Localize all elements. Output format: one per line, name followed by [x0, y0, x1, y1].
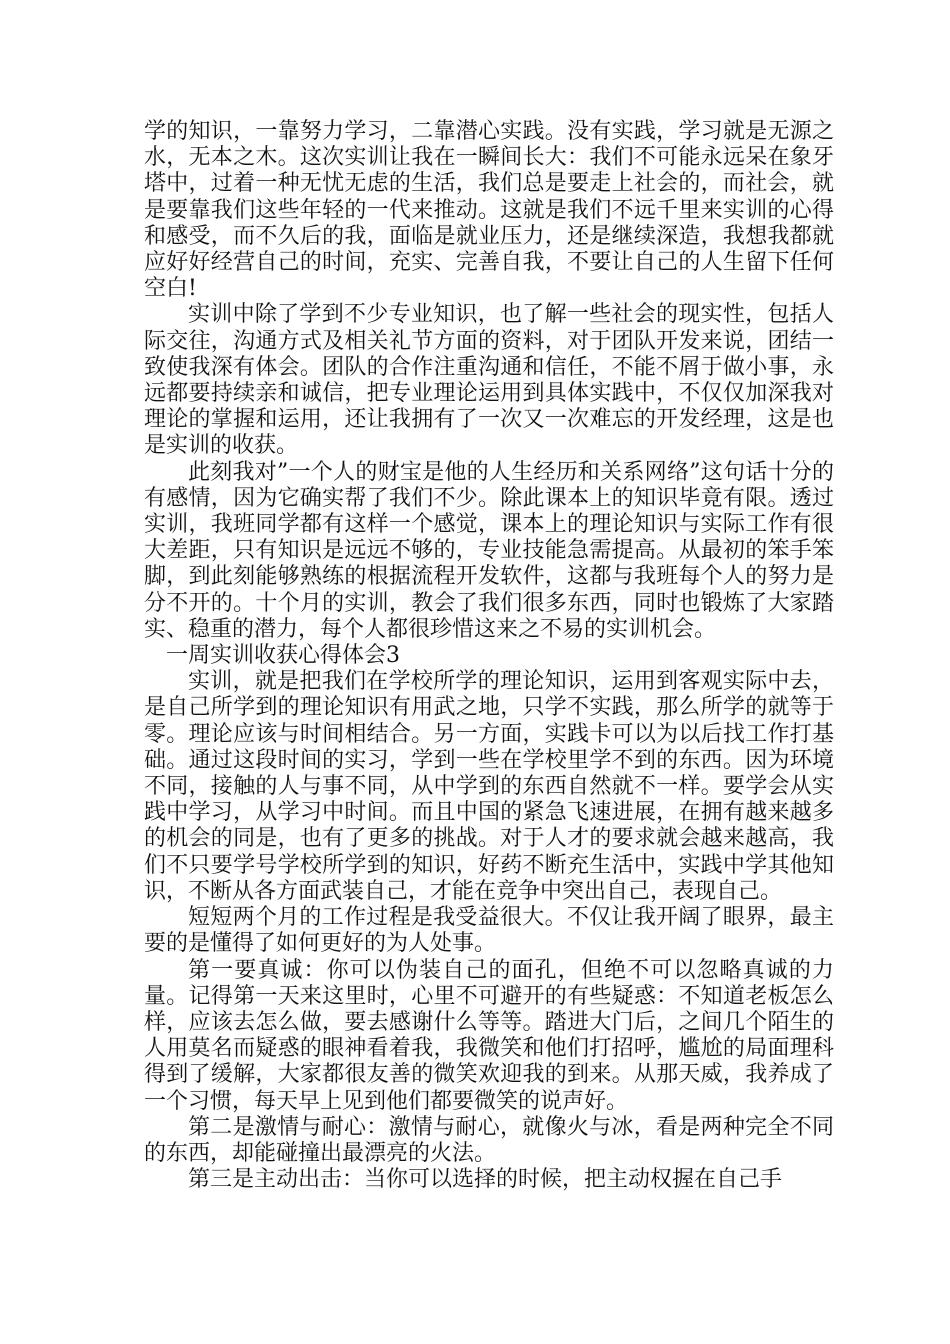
section-heading: 一周实训收获心得体会3: [166, 643, 400, 669]
paragraph-4: 实训，就是把我们在学校所学的理论知识，运用到客观实际中去，是自己所学到的理论知识有用武之地，只学不实践，那么所学的就等于零。理论应该与时间相结合。另一方面，实践卡可以为以后找工作打基础。通过这段时间的实习，学到一些在学校里学不到的东西。因为环境不同，接触的人与事不同，从中学到的东西自然就不一样。要学会从实践中学习，从学习中时间。而且中国的紧急飞速进展，在拥有越来越多的机会的同是，也有了更多的挑战。对于人才的要求就会越来越高，我们不只要学号学校所学到的知识，好药不断充生活中，实践中学其他知识，不断从各方面武装自己，才能在竞争中突出自己，表现自己。: [144, 669, 834, 904]
paragraph-2: 实训中除了学到不少专业知识，也了解一些社会的现实性，包括人际交往，沟通方式及相关礼节方面的资料，对于团队开发来说，团结一致使我深有体会。团队的合作注重沟通和信任，不能不屑于做小事，永远都要持续亲和诚信，把专业理论运用到具体实践中，不仅仅加深我对理论的掌握和运用，还让我拥有了一次又一次难忘的开发经理，这是也是实训的收获。: [144, 302, 834, 459]
paragraph-7: 第二是激情与耐心：激情与耐心，就像火与冰，看是两种完全不同的东西，却能碰撞出最漂亮的火法。: [144, 1114, 834, 1166]
paragraph-5: 短短两个月的工作过程是我受益很大。不仅让我开阔了眼界，最主要的是懂得了如何更好的为人处事。: [144, 905, 834, 957]
paragraph-8: 第三是主动出击：当你可以选择的时候，把主动权握在自己手: [188, 1167, 783, 1193]
paragraph-1: 学的知识，一靠努力学习，二靠潜心实践。没有实践，学习就是无源之水，无本之木。这次实训让我在一瞬间长大：我们不可能永远呆在象牙塔中，过着一种无忧无虑的生活，我们总是要走上社会的，而社会，就是要靠我们这些年轻的一代来推动。这就是我们不远千里来实训的心得和感受，而不久后的我，面临是就业压力，还是继续深造，我想我都就应好好经营自己的时间，充实、完善自我，不要让自己的人生留下任何空白!: [144, 119, 834, 302]
paragraph-3: 此刻我对”一个人的财宝是他的人生经历和关系网络”这句话十分的有感情，因为它确实帮了我们不少。除此课本上的知识毕竟有限。透过实训，我班同学都有这样一个感觉，课本上的理论知识与实际工作有很大差距，只有知识是远远不够的，专业技能急需提高。从最初的笨手笨脚，到此刻能够熟练的根据流程开发软件，这都与我班每个人的努力是分不开的。十个月的实训，教会了我们很多东西，同时也锻炼了大家踏实、稳重的潜力，每个人都很珍惜这来之不易的实训机会。: [144, 459, 834, 642]
paragraph-6: 第一要真诚：你可以伪装自己的面孔，但绝不可以忽略真诚的力量。记得第一天来这里时，心里不可避开的有些疑惑：不知道老板怎么样，应该去怎么做，要去感谢什么等等。踏进大门后，之间几个陌生的人用莫名而疑惑的眼神看着我，我微笑和他们打招呼，尴尬的局面理科得到了缓解，大家都很友善的微笑欢迎我的到来。从那天威，我养成了一个习惯，每天早上见到他们都要微笑的说声好。: [144, 957, 834, 1114]
document-page: [144, 119, 834, 1193]
